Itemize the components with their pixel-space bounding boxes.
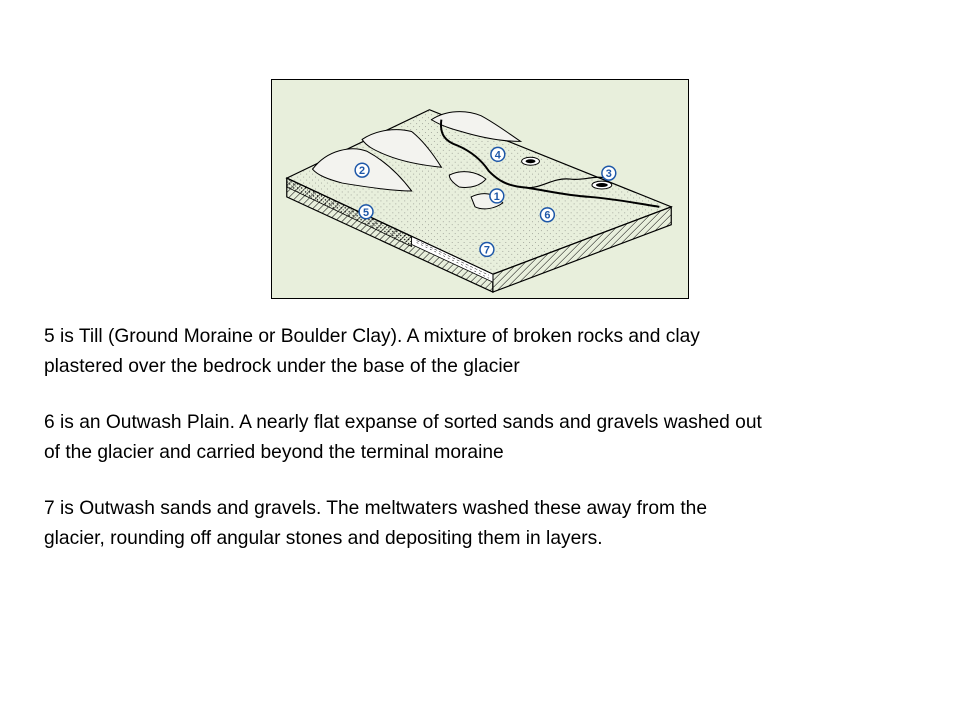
badge-5	[359, 205, 373, 219]
svg-text:2: 2	[359, 165, 366, 178]
caption-outwash-sands	[44, 494, 944, 554]
svg-text:6: 6	[544, 209, 551, 222]
badge-3	[602, 166, 616, 180]
svg-text:5: 5	[363, 206, 370, 219]
badge-2	[355, 163, 369, 177]
caption-outwash-plain	[44, 408, 944, 468]
svg-text:3: 3	[605, 168, 612, 181]
caption-till-line-1: 5 is Till (Ground Moraine or Boulder Clay). A mixture of broken rocks and clay	[44, 326, 700, 347]
svg-text:1: 1	[493, 190, 500, 203]
badge-7	[480, 243, 494, 257]
block-diagram-svg	[272, 80, 688, 298]
caption-outwash-sands-line-1: 7 is Outwash sands and gravels. The meltwaters washed these away from the	[44, 498, 708, 519]
badge-6	[540, 208, 554, 222]
caption-till-line-2: plastered over the bedrock under the base of the glacier	[44, 356, 520, 377]
caption-outwash-plain-line-1: 6 is an Outwash Plain. A nearly flat expanse of sorted sands and gravels washed out	[44, 412, 762, 433]
svg-text:7: 7	[483, 244, 490, 257]
badge-4	[491, 147, 505, 161]
svg-text:4: 4	[494, 149, 501, 162]
glacial-landforms-diagram	[271, 79, 689, 299]
caption-till	[44, 322, 944, 382]
caption-outwash-sands-line-2: glacier, rounding off angular stones and depositing them in layers.	[44, 528, 603, 549]
caption-outwash-plain-line-2: of the glacier and carried beyond the terminal moraine	[44, 442, 504, 463]
badge-1	[490, 189, 504, 203]
